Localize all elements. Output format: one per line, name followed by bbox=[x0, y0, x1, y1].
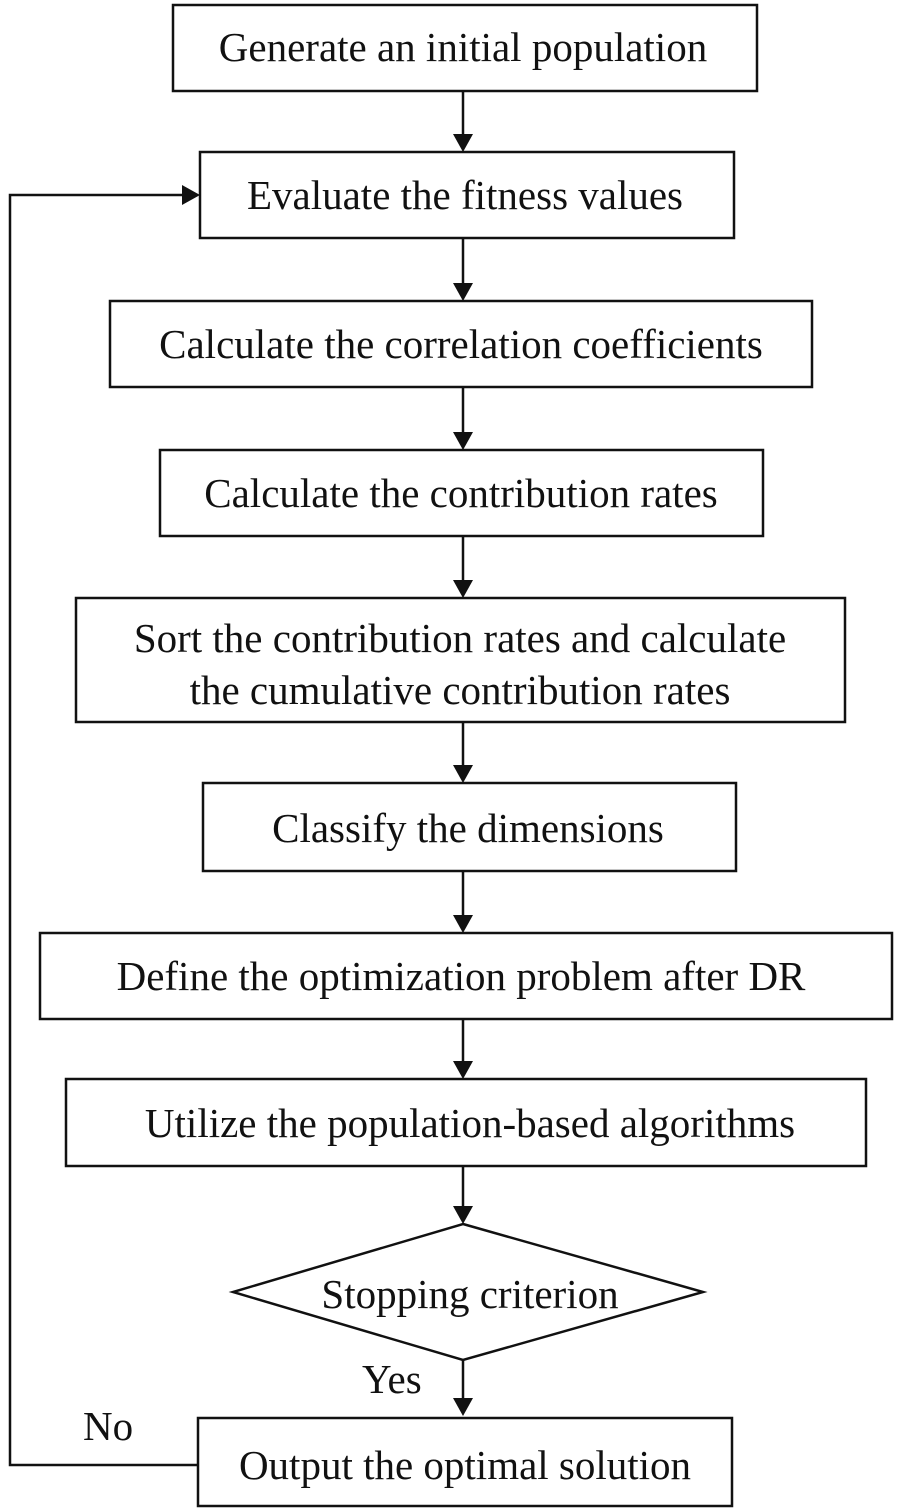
edge-label-no: No bbox=[83, 1403, 134, 1449]
arrow-classify-define bbox=[453, 871, 473, 933]
step-classify bbox=[203, 783, 736, 871]
arrow-generate-evaluate bbox=[453, 91, 473, 152]
arrow-correlation-contribution bbox=[453, 387, 473, 450]
step-sort-label-line2: the cumulative contribution rates bbox=[189, 667, 731, 713]
step-evaluate bbox=[200, 152, 734, 238]
arrow-sort-classify bbox=[453, 722, 473, 783]
step-generate bbox=[173, 5, 757, 91]
arrow-evaluate-correlation bbox=[453, 238, 473, 301]
decision-stopping-label: Stopping criterion bbox=[321, 1271, 619, 1317]
step-define bbox=[40, 933, 892, 1019]
step-classify-label: Classify the dimensions bbox=[272, 805, 664, 851]
decision-stopping bbox=[233, 1224, 703, 1360]
step-define-label: Define the optimization problem after DR bbox=[116, 953, 806, 999]
step-sort-label-line1: Sort the contribution rates and calculate bbox=[133, 615, 787, 661]
step-contribution bbox=[160, 450, 763, 536]
arrow-utilize-stopping bbox=[453, 1166, 473, 1224]
step-contribution-label: Calculate the contribution rates bbox=[204, 470, 718, 516]
arrow-stopping-output bbox=[453, 1360, 473, 1416]
arrow-contribution-sort bbox=[453, 536, 473, 598]
edge-label-yes: Yes bbox=[362, 1356, 422, 1402]
step-generate-label: Generate an initial population bbox=[218, 24, 708, 70]
step-evaluate-label: Evaluate the fitness values bbox=[246, 172, 684, 218]
step-output bbox=[198, 1418, 732, 1506]
step-sort bbox=[76, 598, 845, 722]
step-utilize bbox=[66, 1079, 866, 1166]
step-utilize-label: Utilize the population-based algorithms bbox=[144, 1100, 796, 1146]
arrow-define-utilize bbox=[453, 1019, 473, 1079]
step-correlation bbox=[110, 301, 812, 387]
step-output-label: Output the optimal solution bbox=[238, 1442, 692, 1488]
step-correlation-label: Calculate the correlation coefficients bbox=[159, 321, 763, 367]
